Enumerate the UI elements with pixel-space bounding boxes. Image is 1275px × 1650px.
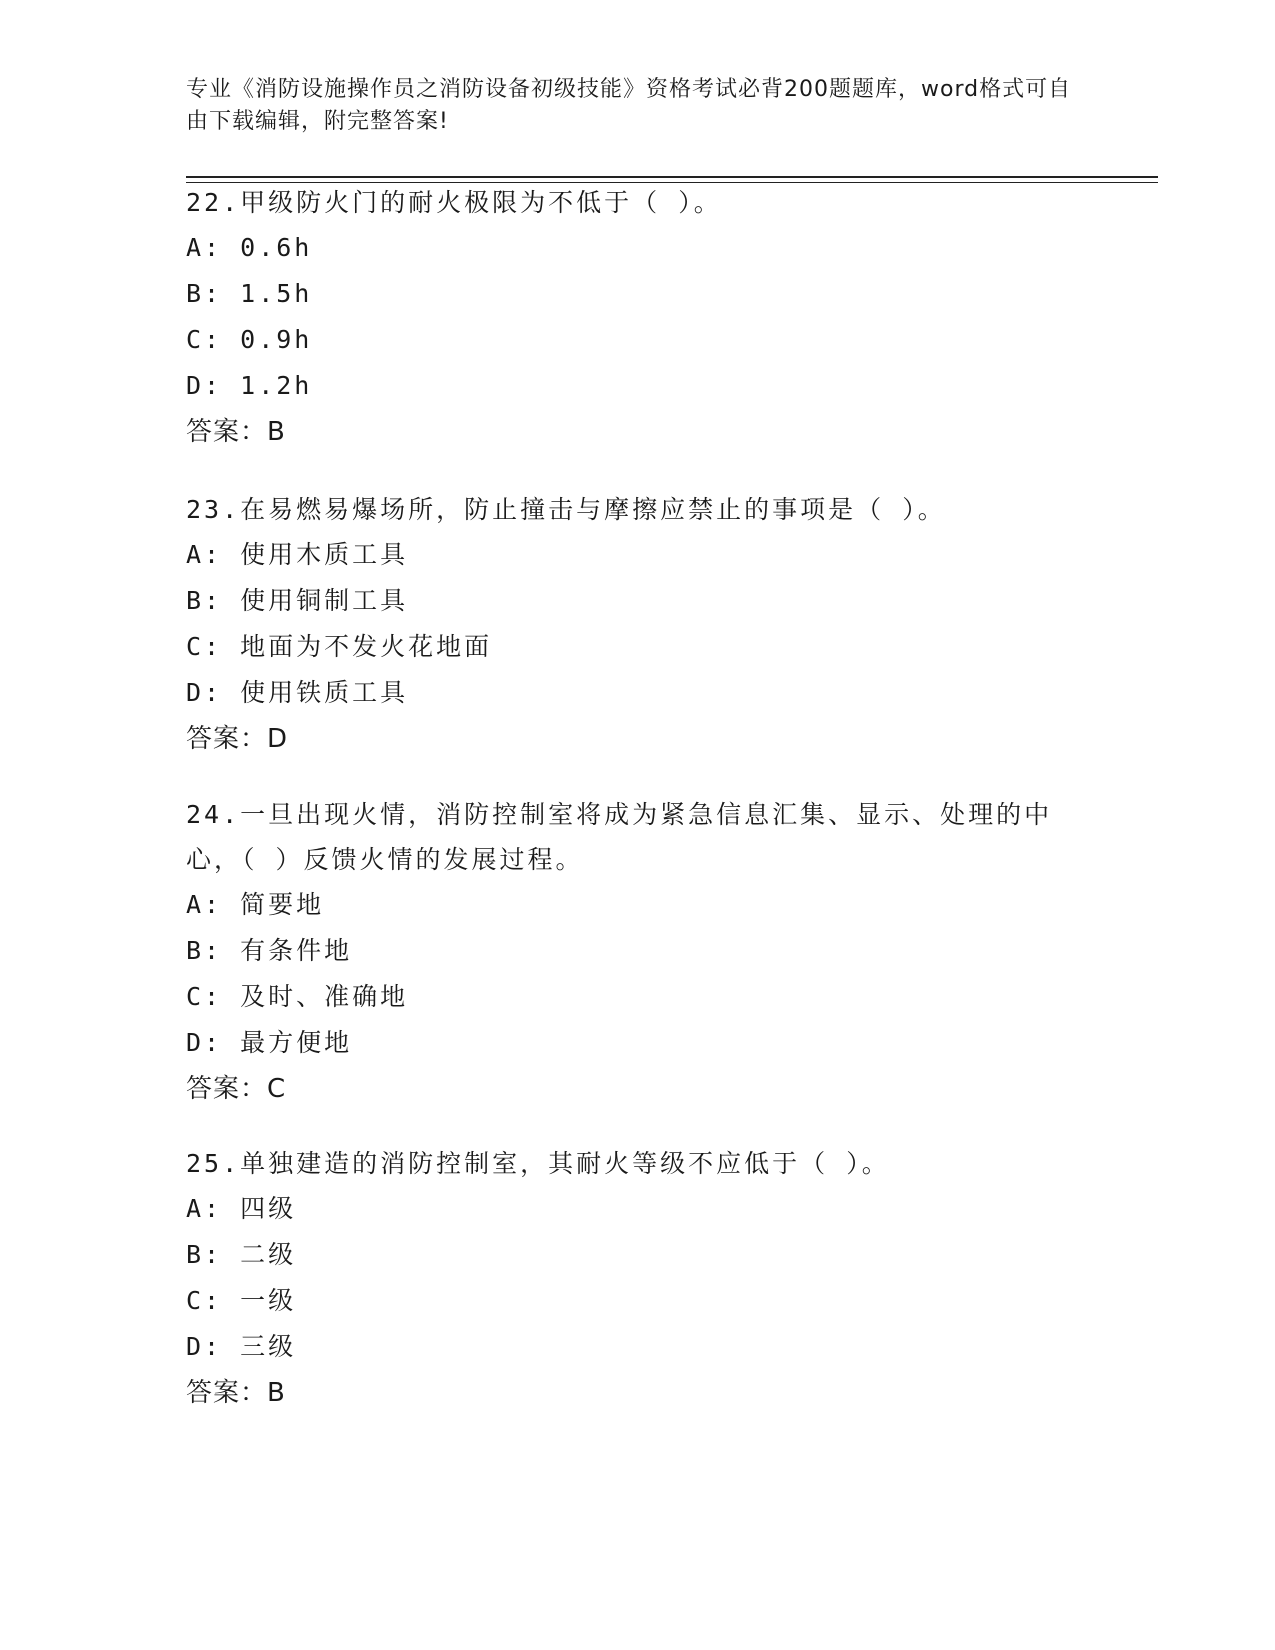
option-a: A: 0.6h [186,233,313,262]
option-b: B: 1.5h [186,279,313,308]
option-a: A: 简要地 [186,890,325,919]
answer-label: 答案：C [186,1074,287,1104]
option-c: C: 及时、准确地 [186,982,409,1011]
header-divider [186,176,1158,178]
question-stem: 25.单独建造的消防控制室，其耐火等级不应低于（ ）。 [186,1149,890,1178]
option-b: B: 二级 [186,1240,297,1269]
header-note: 专业《消防设施操作员之消防设备初级技能》资格考试必背200题题库，word格式可自由下载编辑，附完整答案! [186,77,1072,134]
option-b: B: 使用铜制工具 [186,586,409,615]
question-22 [186,180,1086,455]
option-a: A: 四级 [186,1194,297,1223]
answer-label: 答案：B [186,417,286,447]
option-d: D: 最方便地 [186,1028,353,1057]
question-24 [186,792,1056,1112]
question-stem: 22.甲级防火门的耐火极限为不低于（ ）。 [186,188,722,217]
option-c: C: 一级 [186,1286,297,1315]
option-b: B: 有条件地 [186,936,353,965]
answer-label: 答案：D [186,724,289,754]
option-c: C: 地面为不发火花地面 [186,632,493,661]
option-a: A: 使用木质工具 [186,540,409,569]
option-d: D: 使用铁质工具 [186,678,409,707]
question-stem: 24.一旦出现火情，消防控制室将成为紧急信息汇集、显示、处理的中心，（ ）反馈火情的发展过程。 [186,800,1053,874]
option-d: D: 三级 [186,1332,297,1361]
option-d: D: 1.2h [186,371,313,400]
answer-label: 答案：B [186,1378,286,1408]
question-25 [186,1141,1086,1416]
question-stem: 23.在易燃易爆场所，防止撞击与摩擦应禁止的事项是（ ）。 [186,495,946,524]
option-c: C: 0.9h [186,325,313,354]
question-23 [186,487,1086,762]
